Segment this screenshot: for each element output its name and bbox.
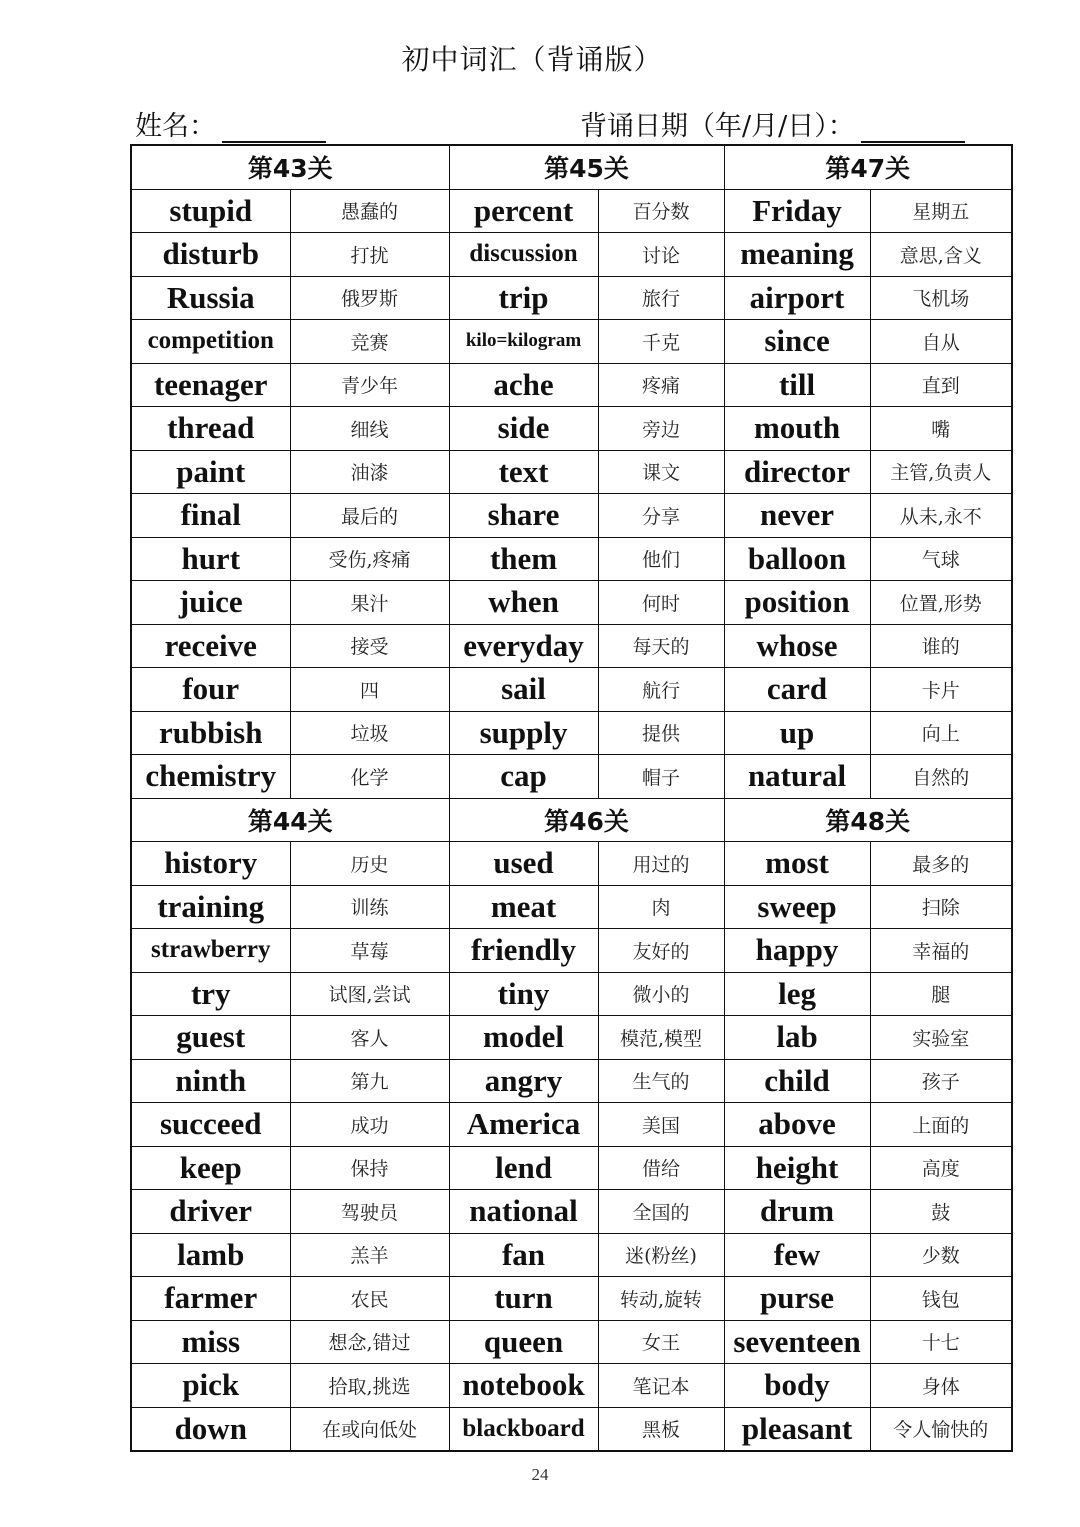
chinese-meaning: 卡片	[870, 668, 1012, 712]
english-word: purse	[724, 1277, 870, 1321]
chinese-meaning: 何时	[598, 581, 724, 625]
chinese-meaning: 讨论	[598, 233, 724, 277]
chinese-meaning: 农民	[290, 1277, 449, 1321]
english-word: never	[724, 494, 870, 538]
table-row	[131, 320, 1012, 364]
chinese-meaning: 拾取,挑选	[290, 1364, 449, 1408]
english-word: Friday	[724, 189, 870, 233]
chinese-meaning: 竞赛	[290, 320, 449, 364]
english-word: training	[131, 885, 290, 929]
table-row	[131, 668, 1012, 712]
chinese-meaning: 训练	[290, 885, 449, 929]
english-word: kilo=kilogram	[449, 320, 598, 364]
table-row	[131, 363, 1012, 407]
english-word: receive	[131, 624, 290, 668]
english-word: ache	[449, 363, 598, 407]
chinese-meaning: 身体	[870, 1364, 1012, 1408]
chinese-meaning: 垃圾	[290, 711, 449, 755]
english-word: meaning	[724, 233, 870, 277]
chinese-meaning: 羔羊	[290, 1233, 449, 1277]
english-word: lab	[724, 1016, 870, 1060]
english-word: sail	[449, 668, 598, 712]
table-row	[131, 711, 1012, 755]
chinese-meaning: 航行	[598, 668, 724, 712]
english-word: guest	[131, 1016, 290, 1060]
section-header-row	[131, 798, 1012, 842]
page-title: 初中词汇（背诵版）	[401, 43, 663, 76]
chinese-meaning: 转动,旋转	[598, 1277, 724, 1321]
chinese-meaning: 美国	[598, 1103, 724, 1147]
english-word: pick	[131, 1364, 290, 1408]
chinese-meaning: 疼痛	[598, 363, 724, 407]
chinese-meaning: 主管,负责人	[870, 450, 1012, 494]
english-word: queen	[449, 1320, 598, 1364]
chinese-meaning: 位置,形势	[870, 581, 1012, 625]
chinese-meaning: 女王	[598, 1320, 724, 1364]
chinese-meaning: 最后的	[290, 494, 449, 538]
table-row	[131, 1277, 1012, 1321]
date-field	[580, 105, 965, 143]
english-word: everyday	[449, 624, 598, 668]
english-word: above	[724, 1103, 870, 1147]
english-word: lamb	[131, 1233, 290, 1277]
chinese-meaning: 第九	[290, 1059, 449, 1103]
chinese-meaning: 自从	[870, 320, 1012, 364]
table-row	[131, 189, 1012, 233]
table-row	[131, 755, 1012, 799]
chinese-meaning: 全国的	[598, 1190, 724, 1234]
section-header-row	[131, 145, 1012, 189]
english-word: driver	[131, 1190, 290, 1234]
table-row	[131, 1320, 1012, 1364]
chinese-meaning: 化学	[290, 755, 449, 799]
english-word: meat	[449, 885, 598, 929]
english-word: them	[449, 537, 598, 581]
chinese-meaning: 接受	[290, 624, 449, 668]
chinese-meaning: 用过的	[598, 842, 724, 886]
english-word: height	[724, 1146, 870, 1190]
table-row	[131, 624, 1012, 668]
table-row	[131, 842, 1012, 886]
english-word: ninth	[131, 1059, 290, 1103]
chinese-meaning: 驾驶员	[290, 1190, 449, 1234]
chinese-meaning: 迷(粉丝)	[598, 1233, 724, 1277]
table-row	[131, 537, 1012, 581]
chinese-meaning: 鼓	[870, 1190, 1012, 1234]
chinese-meaning: 百分数	[598, 189, 724, 233]
chinese-meaning: 帽子	[598, 755, 724, 799]
english-word: position	[724, 581, 870, 625]
table-row	[131, 450, 1012, 494]
chinese-meaning: 课文	[598, 450, 724, 494]
chinese-meaning: 笔记本	[598, 1364, 724, 1408]
chinese-meaning: 客人	[290, 1016, 449, 1060]
english-word: down	[131, 1407, 290, 1451]
name-label: 姓名：	[135, 111, 216, 142]
english-word: percent	[449, 189, 598, 233]
table-row	[131, 885, 1012, 929]
table-row	[131, 407, 1012, 451]
chinese-meaning: 历史	[290, 842, 449, 886]
chinese-meaning: 孩子	[870, 1059, 1012, 1103]
english-word: juice	[131, 581, 290, 625]
chinese-meaning: 分享	[598, 494, 724, 538]
chinese-meaning: 钱包	[870, 1277, 1012, 1321]
english-word: happy	[724, 929, 870, 973]
chinese-meaning: 提供	[598, 711, 724, 755]
table-row	[131, 1407, 1012, 1451]
chinese-meaning: 打扰	[290, 233, 449, 277]
english-word: friendly	[449, 929, 598, 973]
chinese-meaning: 直到	[870, 363, 1012, 407]
english-word: used	[449, 842, 598, 886]
chinese-meaning: 自然的	[870, 755, 1012, 799]
english-word: airport	[724, 276, 870, 320]
chinese-meaning: 令人愉快的	[870, 1407, 1012, 1451]
chinese-meaning: 俄罗斯	[290, 276, 449, 320]
chinese-meaning: 他们	[598, 537, 724, 581]
english-word: notebook	[449, 1364, 598, 1408]
english-word: director	[724, 450, 870, 494]
page-number: 24	[531, 1465, 549, 1484]
chinese-meaning: 在或向低处	[290, 1407, 449, 1451]
english-word: cap	[449, 755, 598, 799]
chinese-meaning: 旅行	[598, 276, 724, 320]
level-header: 第47关	[724, 145, 1012, 189]
date-label: 背诵日期（年/月/日）：	[580, 111, 855, 142]
table-row	[131, 972, 1012, 1016]
chinese-meaning: 幸福的	[870, 929, 1012, 973]
chinese-meaning: 扫除	[870, 885, 1012, 929]
table-row	[131, 1190, 1012, 1234]
table-row	[131, 581, 1012, 625]
english-word: keep	[131, 1146, 290, 1190]
english-word: seventeen	[724, 1320, 870, 1364]
chinese-meaning: 千克	[598, 320, 724, 364]
chinese-meaning: 黑板	[598, 1407, 724, 1451]
level-header: 第43关	[131, 145, 449, 189]
english-word: drum	[724, 1190, 870, 1234]
chinese-meaning: 从未,永不	[870, 494, 1012, 538]
chinese-meaning: 友好的	[598, 929, 724, 973]
english-word: national	[449, 1190, 598, 1234]
chinese-meaning: 旁边	[598, 407, 724, 451]
chinese-meaning: 生气的	[598, 1059, 724, 1103]
chinese-meaning: 细线	[290, 407, 449, 451]
english-word: whose	[724, 624, 870, 668]
english-word: pleasant	[724, 1407, 870, 1451]
level-header: 第46关	[449, 798, 724, 842]
english-word: thread	[131, 407, 290, 451]
english-word: angry	[449, 1059, 598, 1103]
english-word: turn	[449, 1277, 598, 1321]
english-word: sweep	[724, 885, 870, 929]
english-word: up	[724, 711, 870, 755]
english-word: text	[449, 450, 598, 494]
chinese-meaning: 果汁	[290, 581, 449, 625]
english-word: succeed	[131, 1103, 290, 1147]
english-word: history	[131, 842, 290, 886]
english-word: America	[449, 1103, 598, 1147]
chinese-meaning: 成功	[290, 1103, 449, 1147]
chinese-meaning: 实验室	[870, 1016, 1012, 1060]
english-word: tiny	[449, 972, 598, 1016]
english-word: hurt	[131, 537, 290, 581]
chinese-meaning: 肉	[598, 885, 724, 929]
table-row	[131, 494, 1012, 538]
english-word: body	[724, 1364, 870, 1408]
english-word: blackboard	[449, 1407, 598, 1451]
english-word: four	[131, 668, 290, 712]
table-row	[131, 233, 1012, 277]
chinese-meaning: 上面的	[870, 1103, 1012, 1147]
table-row	[131, 1103, 1012, 1147]
english-word: disturb	[131, 233, 290, 277]
chinese-meaning: 保持	[290, 1146, 449, 1190]
chinese-meaning: 向上	[870, 711, 1012, 755]
level-header: 第44关	[131, 798, 449, 842]
english-word: fan	[449, 1233, 598, 1277]
table-row	[131, 1233, 1012, 1277]
chinese-meaning: 十七	[870, 1320, 1012, 1364]
table-row	[131, 929, 1012, 973]
chinese-meaning: 少数	[870, 1233, 1012, 1277]
table-row	[131, 1146, 1012, 1190]
chinese-meaning: 油漆	[290, 450, 449, 494]
english-word: chemistry	[131, 755, 290, 799]
english-word: leg	[724, 972, 870, 1016]
english-word: lend	[449, 1146, 598, 1190]
english-word: balloon	[724, 537, 870, 581]
english-word: farmer	[131, 1277, 290, 1321]
english-word: mouth	[724, 407, 870, 451]
chinese-meaning: 青少年	[290, 363, 449, 407]
english-word: most	[724, 842, 870, 886]
english-word: stupid	[131, 189, 290, 233]
chinese-meaning: 受伤,疼痛	[290, 537, 449, 581]
english-word: when	[449, 581, 598, 625]
english-word: competition	[131, 320, 290, 364]
table-row	[131, 1016, 1012, 1060]
chinese-meaning: 意思,含义	[870, 233, 1012, 277]
level-header: 第45关	[449, 145, 724, 189]
table-row	[131, 276, 1012, 320]
english-word: few	[724, 1233, 870, 1277]
name-blank-line	[222, 111, 326, 143]
chinese-meaning: 飞机场	[870, 276, 1012, 320]
english-word: card	[724, 668, 870, 712]
english-word: side	[449, 407, 598, 451]
chinese-meaning: 每天的	[598, 624, 724, 668]
english-word: teenager	[131, 363, 290, 407]
chinese-meaning: 腿	[870, 972, 1012, 1016]
chinese-meaning: 最多的	[870, 842, 1012, 886]
chinese-meaning: 试图,尝试	[290, 972, 449, 1016]
english-word: trip	[449, 276, 598, 320]
english-word: final	[131, 494, 290, 538]
chinese-meaning: 四	[290, 668, 449, 712]
english-word: model	[449, 1016, 598, 1060]
english-word: natural	[724, 755, 870, 799]
chinese-meaning: 气球	[870, 537, 1012, 581]
name-field	[135, 105, 326, 143]
english-word: discussion	[449, 233, 598, 277]
table-row	[131, 1059, 1012, 1103]
chinese-meaning: 借给	[598, 1146, 724, 1190]
english-word: strawberry	[131, 929, 290, 973]
chinese-meaning: 愚蠢的	[290, 189, 449, 233]
chinese-meaning: 谁的	[870, 624, 1012, 668]
vocabulary-table	[130, 144, 1013, 1452]
chinese-meaning: 高度	[870, 1146, 1012, 1190]
table-row	[131, 1364, 1012, 1408]
english-word: paint	[131, 450, 290, 494]
english-word: supply	[449, 711, 598, 755]
english-word: rubbish	[131, 711, 290, 755]
english-word: till	[724, 363, 870, 407]
date-blank-line	[861, 111, 965, 143]
chinese-meaning: 星期五	[870, 189, 1012, 233]
chinese-meaning: 想念,错过	[290, 1320, 449, 1364]
english-word: share	[449, 494, 598, 538]
chinese-meaning: 模范,模型	[598, 1016, 724, 1060]
chinese-meaning: 微小的	[598, 972, 724, 1016]
english-word: Russia	[131, 276, 290, 320]
chinese-meaning: 草莓	[290, 929, 449, 973]
chinese-meaning: 嘴	[870, 407, 1012, 451]
english-word: try	[131, 972, 290, 1016]
english-word: miss	[131, 1320, 290, 1364]
english-word: child	[724, 1059, 870, 1103]
english-word: since	[724, 320, 870, 364]
level-header: 第48关	[724, 798, 1012, 842]
